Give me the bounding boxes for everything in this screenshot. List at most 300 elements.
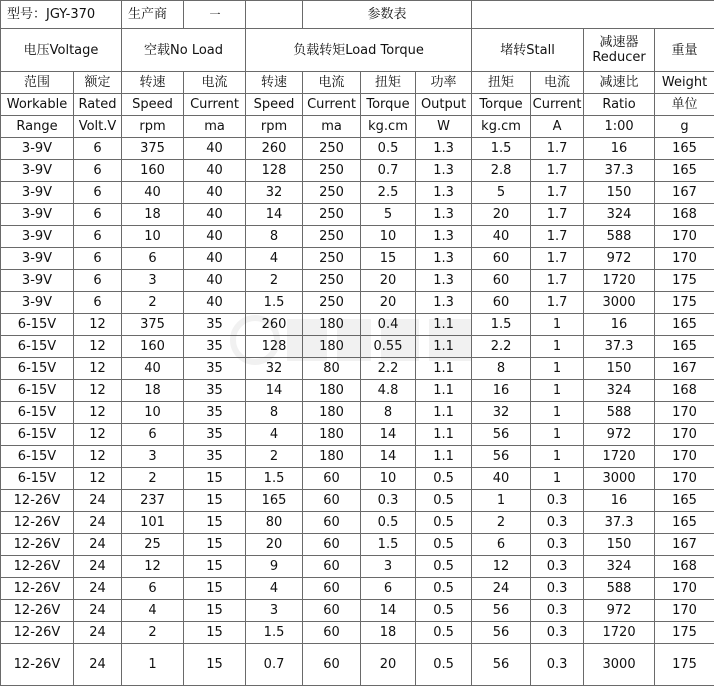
cell-stall-torque: 6 xyxy=(472,534,531,556)
cell-no-load-speed: 6 xyxy=(122,424,184,446)
cell-no-load-speed: 160 xyxy=(122,160,184,182)
cell-ratio: 3000 xyxy=(584,292,655,314)
cell-weight: 175 xyxy=(655,644,714,686)
cell-range: 6-15V xyxy=(1,402,74,424)
cell-weight: 170 xyxy=(655,226,714,248)
cell-no-load-current: 15 xyxy=(184,512,246,534)
header-rated-volt: 额定 xyxy=(74,72,122,94)
header-no-load-current: Current xyxy=(184,94,246,116)
header-load-torque: kg.cm xyxy=(361,116,416,138)
column-header-row xyxy=(1,94,714,116)
cell-range: 3-9V xyxy=(1,138,74,160)
cell-weight: 175 xyxy=(655,622,714,644)
header-output: Output xyxy=(416,94,472,116)
cell-stall-current: 1 xyxy=(531,314,584,336)
cell-ratio: 150 xyxy=(584,534,655,556)
cell-range: 6-15V xyxy=(1,424,74,446)
cell-output: 1.1 xyxy=(416,446,472,468)
cell-ratio: 324 xyxy=(584,556,655,578)
info-row xyxy=(1,1,714,29)
cell-rated-volt: 6 xyxy=(74,182,122,204)
cell-load-current: 60 xyxy=(303,556,361,578)
cell-load-torque: 6 xyxy=(361,578,416,600)
table-row xyxy=(1,336,714,358)
cell-no-load-current: 40 xyxy=(184,182,246,204)
cell-stall-current: 0.3 xyxy=(531,578,584,600)
cell-stall-current: 1 xyxy=(531,336,584,358)
table-row xyxy=(1,446,714,468)
cell-no-load-current: 15 xyxy=(184,644,246,686)
cell-load-torque: 8 xyxy=(361,402,416,424)
cell-stall-current: 0.3 xyxy=(531,556,584,578)
cell-load-torque: 20 xyxy=(361,270,416,292)
table-row xyxy=(1,534,714,556)
cell-stall-current: 0.3 xyxy=(531,534,584,556)
header-ratio: 1:00 xyxy=(584,116,655,138)
table-row xyxy=(1,270,714,292)
table-row xyxy=(1,380,714,402)
header-no-load-speed: Speed xyxy=(122,94,184,116)
cell-output: 0.5 xyxy=(416,468,472,490)
cell-stall-current: 1.7 xyxy=(531,248,584,270)
cell-output: 1.1 xyxy=(416,424,472,446)
cell-no-load-current: 15 xyxy=(184,556,246,578)
cell-no-load-current: 35 xyxy=(184,402,246,424)
cell-range: 6-15V xyxy=(1,314,74,336)
cell-no-load-current: 35 xyxy=(184,358,246,380)
cell-load-speed: 4 xyxy=(246,578,303,600)
cell-stall-torque: 60 xyxy=(472,270,531,292)
cell-weight: 168 xyxy=(655,556,714,578)
cell-no-load-speed: 18 xyxy=(122,380,184,402)
cell-range: 12-26V xyxy=(1,490,74,512)
header-rated-volt: Volt.V xyxy=(74,116,122,138)
cell-load-current: 60 xyxy=(303,490,361,512)
cell-no-load-speed: 1 xyxy=(122,644,184,686)
cell-no-load-speed: 10 xyxy=(122,226,184,248)
cell-weight: 165 xyxy=(655,490,714,512)
table-row xyxy=(1,490,714,512)
group-no-load: 空载No Load xyxy=(122,29,246,72)
maker-value: 一 xyxy=(184,1,246,29)
cell-load-speed: 1.5 xyxy=(246,622,303,644)
table-row xyxy=(1,424,714,446)
cell-ratio: 972 xyxy=(584,600,655,622)
header-range: 范围 xyxy=(1,72,74,94)
header-stall-current: A xyxy=(531,116,584,138)
cell-range: 3-9V xyxy=(1,248,74,270)
blank-cell xyxy=(472,1,714,29)
cell-rated-volt: 24 xyxy=(74,578,122,600)
table-row xyxy=(1,600,714,622)
cell-no-load-speed: 2 xyxy=(122,622,184,644)
cell-no-load-speed: 6 xyxy=(122,578,184,600)
cell-no-load-speed: 160 xyxy=(122,336,184,358)
cell-no-load-current: 35 xyxy=(184,314,246,336)
cell-no-load-speed: 12 xyxy=(122,556,184,578)
cell-output: 1.3 xyxy=(416,204,472,226)
header-ratio: Ratio xyxy=(584,94,655,116)
cell-rated-volt: 6 xyxy=(74,160,122,182)
cell-stall-current: 1.7 xyxy=(531,270,584,292)
cell-load-torque: 14 xyxy=(361,600,416,622)
cell-range: 3-9V xyxy=(1,182,74,204)
header-stall-current: Current xyxy=(531,94,584,116)
cell-rated-volt: 12 xyxy=(74,358,122,380)
cell-output: 1.3 xyxy=(416,292,472,314)
cell-rated-volt: 24 xyxy=(74,644,122,686)
header-weight: 单位 xyxy=(655,94,714,116)
cell-stall-current: 1 xyxy=(531,358,584,380)
cell-stall-current: 1 xyxy=(531,446,584,468)
cell-load-speed: 20 xyxy=(246,534,303,556)
cell-load-speed: 80 xyxy=(246,512,303,534)
cell-rated-volt: 12 xyxy=(74,336,122,358)
cell-output: 1.3 xyxy=(416,182,472,204)
table-row xyxy=(1,512,714,534)
cell-output: 0.5 xyxy=(416,512,472,534)
cell-weight: 165 xyxy=(655,336,714,358)
cell-no-load-speed: 6 xyxy=(122,248,184,270)
cell-stall-torque: 60 xyxy=(472,248,531,270)
cell-stall-torque: 32 xyxy=(472,402,531,424)
cell-output: 0.5 xyxy=(416,600,472,622)
cell-stall-torque: 56 xyxy=(472,446,531,468)
cell-load-current: 80 xyxy=(303,358,361,380)
cell-ratio: 3000 xyxy=(584,468,655,490)
cell-output: 1.3 xyxy=(416,138,472,160)
header-stall-torque: 扭矩 xyxy=(472,72,531,94)
cell-load-torque: 0.5 xyxy=(361,138,416,160)
column-header-row xyxy=(1,72,714,94)
cell-output: 0.5 xyxy=(416,534,472,556)
cell-no-load-current: 40 xyxy=(184,160,246,182)
cell-load-current: 60 xyxy=(303,622,361,644)
blank-cell xyxy=(246,1,303,29)
cell-no-load-speed: 18 xyxy=(122,204,184,226)
cell-stall-current: 1.7 xyxy=(531,160,584,182)
cell-load-speed: 8 xyxy=(246,402,303,424)
cell-rated-volt: 6 xyxy=(74,204,122,226)
cell-no-load-current: 35 xyxy=(184,380,246,402)
cell-ratio: 972 xyxy=(584,248,655,270)
cell-ratio: 16 xyxy=(584,490,655,512)
cell-weight: 175 xyxy=(655,270,714,292)
cell-stall-torque: 2.8 xyxy=(472,160,531,182)
header-load-current: ma xyxy=(303,116,361,138)
cell-load-current: 250 xyxy=(303,204,361,226)
cell-no-load-current: 40 xyxy=(184,248,246,270)
header-weight: Weight xyxy=(655,72,714,94)
cell-weight: 170 xyxy=(655,446,714,468)
header-stall-torque: Torque xyxy=(472,94,531,116)
cell-load-torque: 1.5 xyxy=(361,534,416,556)
cell-range: 3-9V xyxy=(1,226,74,248)
cell-output: 1.1 xyxy=(416,402,472,424)
group-weight: 重量 xyxy=(655,29,714,72)
cell-weight: 168 xyxy=(655,380,714,402)
header-load-speed: 转速 xyxy=(246,72,303,94)
group-load-torque: 负载转矩Load Torque xyxy=(246,29,472,72)
cell-ratio: 588 xyxy=(584,226,655,248)
cell-load-torque: 0.7 xyxy=(361,160,416,182)
cell-stall-current: 1 xyxy=(531,468,584,490)
cell-no-load-current: 15 xyxy=(184,622,246,644)
cell-rated-volt: 12 xyxy=(74,468,122,490)
cell-ratio: 37.3 xyxy=(584,512,655,534)
cell-range: 12-26V xyxy=(1,622,74,644)
cell-load-torque: 14 xyxy=(361,424,416,446)
cell-range: 12-26V xyxy=(1,534,74,556)
cell-load-speed: 4 xyxy=(246,424,303,446)
cell-rated-volt: 12 xyxy=(74,314,122,336)
cell-load-current: 60 xyxy=(303,534,361,556)
cell-no-load-current: 35 xyxy=(184,446,246,468)
header-stall-current: 电流 xyxy=(531,72,584,94)
cell-stall-current: 1 xyxy=(531,424,584,446)
header-ratio: 减速比 xyxy=(584,72,655,94)
cell-ratio: 972 xyxy=(584,424,655,446)
cell-output: 0.5 xyxy=(416,490,472,512)
cell-no-load-current: 40 xyxy=(184,292,246,314)
cell-load-speed: 14 xyxy=(246,380,303,402)
header-weight: g xyxy=(655,116,714,138)
header-range: Workable xyxy=(1,94,74,116)
cell-stall-torque: 8 xyxy=(472,358,531,380)
cell-load-current: 180 xyxy=(303,380,361,402)
cell-load-current: 250 xyxy=(303,270,361,292)
header-no-load-speed: rpm xyxy=(122,116,184,138)
cell-load-speed: 0.7 xyxy=(246,644,303,686)
header-range: Range xyxy=(1,116,74,138)
header-output: 功率 xyxy=(416,72,472,94)
cell-stall-torque: 2 xyxy=(472,512,531,534)
cell-stall-current: 0.3 xyxy=(531,600,584,622)
cell-range: 12-26V xyxy=(1,578,74,600)
cell-load-speed: 32 xyxy=(246,358,303,380)
cell-load-speed: 8 xyxy=(246,226,303,248)
cell-weight: 168 xyxy=(655,204,714,226)
cell-stall-current: 0.3 xyxy=(531,512,584,534)
cell-no-load-current: 15 xyxy=(184,490,246,512)
cell-weight: 170 xyxy=(655,424,714,446)
cell-no-load-speed: 101 xyxy=(122,512,184,534)
cell-load-speed: 3 xyxy=(246,600,303,622)
cell-range: 6-15V xyxy=(1,468,74,490)
reducer-cn: 减速器 xyxy=(599,35,639,50)
cell-ratio: 37.3 xyxy=(584,160,655,182)
cell-stall-current: 1.7 xyxy=(531,182,584,204)
group-stall: 堵转Stall xyxy=(472,29,584,72)
header-rated-volt: Rated xyxy=(74,94,122,116)
cell-load-current: 180 xyxy=(303,314,361,336)
cell-load-torque: 0.3 xyxy=(361,490,416,512)
cell-rated-volt: 24 xyxy=(74,512,122,534)
table-row xyxy=(1,248,714,270)
cell-output: 1.1 xyxy=(416,380,472,402)
cell-range: 12-26V xyxy=(1,512,74,534)
cell-load-current: 250 xyxy=(303,138,361,160)
cell-no-load-speed: 40 xyxy=(122,358,184,380)
cell-stall-torque: 56 xyxy=(472,644,531,686)
cell-load-torque: 2.5 xyxy=(361,182,416,204)
cell-ratio: 1720 xyxy=(584,622,655,644)
cell-load-current: 180 xyxy=(303,446,361,468)
column-header-row xyxy=(1,116,714,138)
cell-load-torque: 10 xyxy=(361,468,416,490)
table-row xyxy=(1,292,714,314)
cell-load-torque: 4.8 xyxy=(361,380,416,402)
cell-stall-current: 0.3 xyxy=(531,622,584,644)
cell-no-load-current: 35 xyxy=(184,424,246,446)
cell-load-speed: 2 xyxy=(246,446,303,468)
header-load-torque: 扭矩 xyxy=(361,72,416,94)
group-reducer xyxy=(584,29,655,72)
cell-rated-volt: 6 xyxy=(74,138,122,160)
table-row xyxy=(1,160,714,182)
cell-load-speed: 4 xyxy=(246,248,303,270)
header-output: W xyxy=(416,116,472,138)
cell-output: 1.1 xyxy=(416,336,472,358)
cell-load-speed: 165 xyxy=(246,490,303,512)
cell-no-load-current: 40 xyxy=(184,226,246,248)
cell-stall-torque: 1 xyxy=(472,490,531,512)
params-title: 参数表 xyxy=(303,1,472,29)
cell-stall-torque: 12 xyxy=(472,556,531,578)
cell-no-load-current: 40 xyxy=(184,138,246,160)
reducer-en: Reducer xyxy=(592,50,646,65)
model-cell: 型号：JGY-370 xyxy=(1,1,122,29)
cell-load-current: 60 xyxy=(303,644,361,686)
cell-no-load-speed: 2 xyxy=(122,292,184,314)
cell-range: 3-9V xyxy=(1,270,74,292)
cell-no-load-current: 40 xyxy=(184,204,246,226)
cell-load-current: 250 xyxy=(303,248,361,270)
cell-output: 1.3 xyxy=(416,226,472,248)
cell-load-torque: 0.55 xyxy=(361,336,416,358)
cell-weight: 170 xyxy=(655,468,714,490)
cell-stall-torque: 40 xyxy=(472,468,531,490)
cell-load-torque: 3 xyxy=(361,556,416,578)
table-row xyxy=(1,314,714,336)
table-row xyxy=(1,402,714,424)
cell-range: 6-15V xyxy=(1,336,74,358)
cell-rated-volt: 12 xyxy=(74,380,122,402)
table-row xyxy=(1,622,714,644)
cell-load-speed: 1.5 xyxy=(246,468,303,490)
cell-stall-torque: 56 xyxy=(472,424,531,446)
table-row xyxy=(1,358,714,380)
cell-range: 3-9V xyxy=(1,292,74,314)
cell-stall-torque: 56 xyxy=(472,622,531,644)
cell-weight: 167 xyxy=(655,358,714,380)
cell-load-current: 250 xyxy=(303,160,361,182)
cell-stall-torque: 1.5 xyxy=(472,314,531,336)
cell-output: 0.5 xyxy=(416,578,472,600)
cell-range: 12-26V xyxy=(1,644,74,686)
cell-ratio: 150 xyxy=(584,358,655,380)
header-no-load-speed: 转速 xyxy=(122,72,184,94)
table-row xyxy=(1,644,714,686)
cell-ratio: 3000 xyxy=(584,644,655,686)
table-row xyxy=(1,138,714,160)
cell-weight: 165 xyxy=(655,512,714,534)
cell-weight: 170 xyxy=(655,600,714,622)
cell-stall-torque: 60 xyxy=(472,292,531,314)
cell-stall-torque: 16 xyxy=(472,380,531,402)
cell-load-torque: 5 xyxy=(361,204,416,226)
cell-load-torque: 0.4 xyxy=(361,314,416,336)
cell-no-load-current: 15 xyxy=(184,578,246,600)
cell-stall-current: 1.7 xyxy=(531,292,584,314)
cell-load-current: 250 xyxy=(303,226,361,248)
cell-range: 12-26V xyxy=(1,600,74,622)
cell-no-load-speed: 237 xyxy=(122,490,184,512)
cell-no-load-current: 15 xyxy=(184,534,246,556)
cell-range: 6-15V xyxy=(1,446,74,468)
cell-rated-volt: 24 xyxy=(74,534,122,556)
cell-no-load-current: 40 xyxy=(184,270,246,292)
cell-rated-volt: 6 xyxy=(74,270,122,292)
cell-load-torque: 14 xyxy=(361,446,416,468)
cell-no-load-speed: 375 xyxy=(122,138,184,160)
table-row xyxy=(1,578,714,600)
cell-load-current: 250 xyxy=(303,182,361,204)
cell-rated-volt: 24 xyxy=(74,556,122,578)
cell-ratio: 37.3 xyxy=(584,336,655,358)
cell-stall-current: 0.3 xyxy=(531,490,584,512)
cell-weight: 165 xyxy=(655,160,714,182)
cell-weight: 170 xyxy=(655,402,714,424)
cell-rated-volt: 12 xyxy=(74,424,122,446)
cell-ratio: 324 xyxy=(584,380,655,402)
header-no-load-current: 电流 xyxy=(184,72,246,94)
cell-load-speed: 14 xyxy=(246,204,303,226)
cell-stall-torque: 1.5 xyxy=(472,138,531,160)
cell-weight: 167 xyxy=(655,534,714,556)
cell-rated-volt: 24 xyxy=(74,600,122,622)
cell-load-speed: 9 xyxy=(246,556,303,578)
cell-load-torque: 20 xyxy=(361,292,416,314)
cell-load-current: 60 xyxy=(303,578,361,600)
cell-weight: 165 xyxy=(655,138,714,160)
cell-ratio: 16 xyxy=(584,138,655,160)
table-row xyxy=(1,226,714,248)
cell-load-current: 60 xyxy=(303,512,361,534)
cell-load-torque: 10 xyxy=(361,226,416,248)
cell-load-current: 250 xyxy=(303,292,361,314)
cell-stall-torque: 20 xyxy=(472,204,531,226)
cell-no-load-speed: 40 xyxy=(122,182,184,204)
cell-weight: 170 xyxy=(655,578,714,600)
header-stall-torque: kg.cm xyxy=(472,116,531,138)
cell-rated-volt: 24 xyxy=(74,490,122,512)
header-no-load-current: ma xyxy=(184,116,246,138)
cell-no-load-current: 35 xyxy=(184,336,246,358)
header-load-speed: Speed xyxy=(246,94,303,116)
cell-stall-current: 1.7 xyxy=(531,204,584,226)
cell-load-torque: 18 xyxy=(361,622,416,644)
cell-load-speed: 260 xyxy=(246,314,303,336)
table-row xyxy=(1,182,714,204)
cell-output: 1.1 xyxy=(416,314,472,336)
cell-load-torque: 15 xyxy=(361,248,416,270)
cell-stall-current: 0.3 xyxy=(531,644,584,686)
cell-load-speed: 260 xyxy=(246,138,303,160)
cell-stall-torque: 24 xyxy=(472,578,531,600)
cell-stall-torque: 5 xyxy=(472,182,531,204)
cell-load-speed: 128 xyxy=(246,336,303,358)
